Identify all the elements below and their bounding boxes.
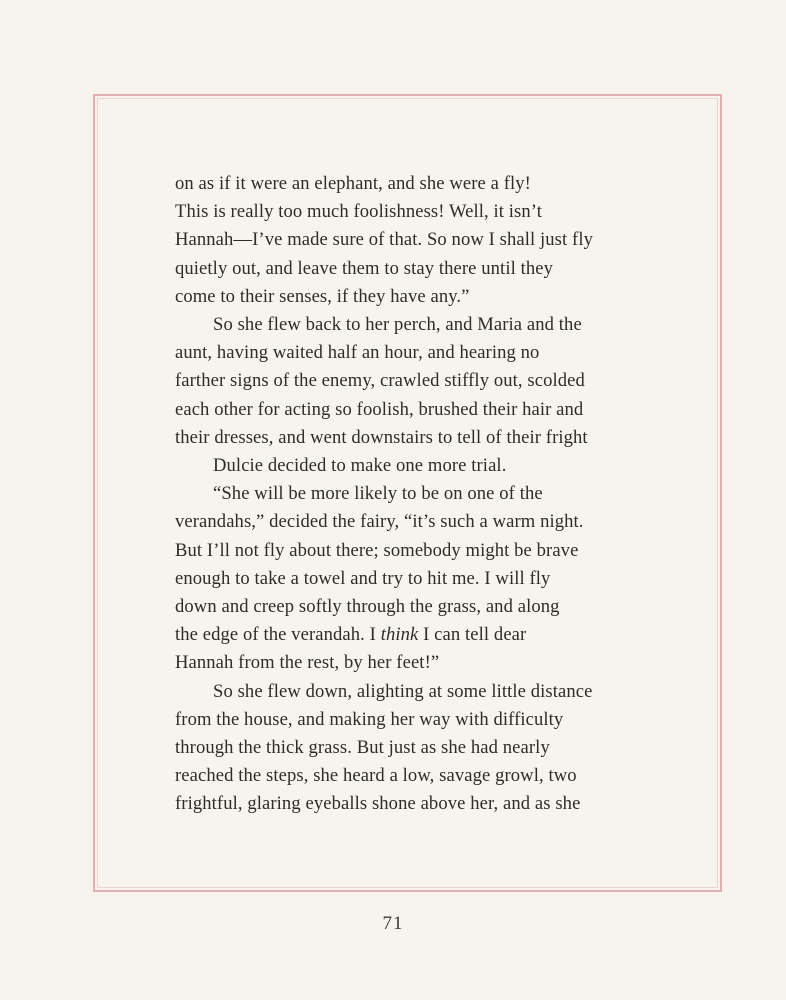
text-line-part: the edge of the verandah. I bbox=[175, 624, 381, 646]
text-line: But I’ll not fly about there; somebody might be brave bbox=[175, 539, 579, 561]
text-line: from the house, and making her way with difficulty bbox=[175, 708, 564, 730]
text-line: This is really too much foolishness! Well, it isn’t bbox=[175, 201, 543, 223]
text-line: quietly out, and leave them to stay there until they bbox=[175, 257, 554, 279]
text-line: So she flew back to her perch, and Maria and the bbox=[213, 314, 582, 336]
text-line: Hannah—I’ve made sure of that. So now I shall just fly bbox=[175, 229, 593, 251]
book-text bbox=[175, 170, 645, 819]
text-line: Hannah from the rest, by her feet!” bbox=[175, 652, 440, 674]
text-line: enough to take a towel and try to hit me. I will fly bbox=[175, 567, 551, 589]
paragraph-5 bbox=[175, 678, 645, 819]
text-line: Dulcie decided to make one more trial. bbox=[213, 455, 507, 477]
text-line: on as if it were an elephant, and she were a fly! bbox=[175, 173, 531, 194]
text-line: down and creep softly through the grass, and along bbox=[175, 596, 560, 618]
text-line: “She will be more likely to be on one of the bbox=[213, 483, 543, 505]
text-line: aunt, having waited half an hour, and hearing no bbox=[175, 342, 540, 364]
text-line: their dresses, and went downstairs to tell of their fright bbox=[175, 426, 588, 448]
text-line: So she flew down, alighting at some little distance bbox=[213, 680, 593, 702]
text-line-part: I can tell dear bbox=[418, 624, 527, 646]
paragraph-3 bbox=[175, 452, 645, 480]
text-line: farther signs of the enemy, crawled stiffly out, scolded bbox=[175, 370, 585, 392]
text-line: come to their senses, if they have any.” bbox=[175, 285, 470, 307]
text-line: through the thick grass. But just as she had nearly bbox=[175, 737, 550, 759]
text-line: verandahs,” decided the fairy, “it’s such a warm night. bbox=[175, 511, 584, 533]
text-line: each other for acting so foolish, brushed their hair and bbox=[175, 398, 584, 420]
page-number: 71 bbox=[382, 913, 404, 934]
paragraph-4 bbox=[175, 480, 645, 677]
paragraph-2 bbox=[175, 311, 645, 452]
text-line: reached the steps, she heard a low, savage growl, two bbox=[175, 765, 577, 787]
paragraph-1 bbox=[175, 170, 645, 311]
text-line: frightful, glaring eyeballs shone above her, and as she bbox=[175, 793, 581, 815]
emphasized-word: think bbox=[380, 624, 419, 646]
